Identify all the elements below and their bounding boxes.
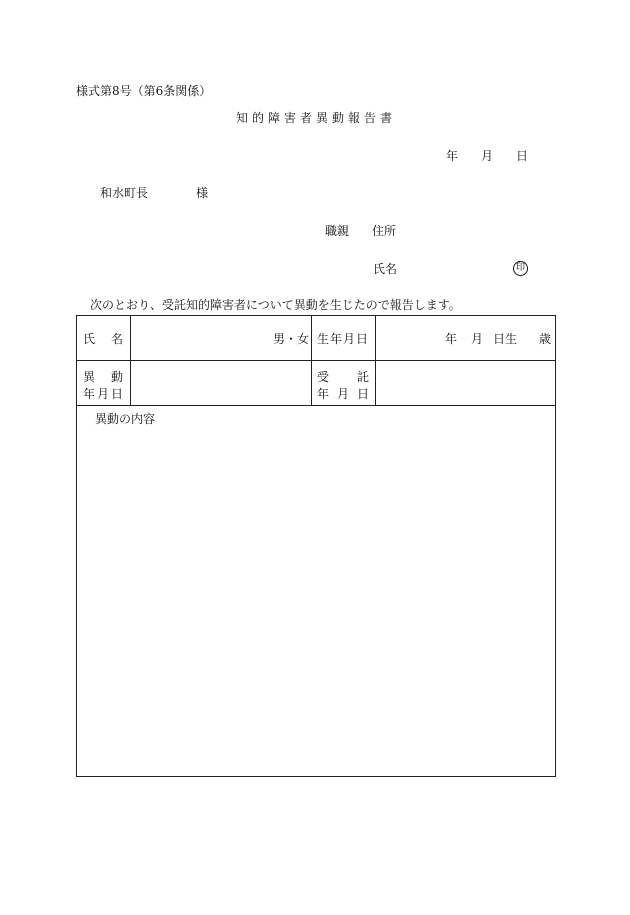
age-label: 歳 [539,332,552,346]
reporter-address-label: 住所 [372,224,397,238]
date-month-label: 月 [481,149,494,163]
entrust-label-char: 受 [317,370,330,384]
reporter-name-label: 氏名 [373,262,398,276]
change-label-char: 動 [110,370,123,384]
name-label [83,333,123,345]
addressee-name: 和水町長 [100,186,149,200]
document-title: 知的障害者異動報告書 [236,111,397,125]
table-row-divider [77,360,555,361]
form-number: 様式第8号（第6条関係） [76,84,212,98]
gender-options: 男・女 [273,332,310,346]
birth-day-label: 日生 [493,332,518,346]
birth-year-label: 年 [445,332,458,346]
entrust-date-label [317,369,369,403]
change-label-char: 異 [83,370,96,384]
birth-date-label: 生年月日 [317,332,370,346]
change-label-date: 年月日 [83,387,126,401]
name-label-char: 氏 [83,332,96,346]
entrust-label-char: 日 [356,387,369,401]
date-day-label: 日 [516,149,529,163]
report-form-table [76,315,556,777]
table-column-divider [375,316,376,405]
table-column-divider [311,316,312,405]
table-column-divider [130,316,131,405]
table-row-divider [77,405,555,406]
entrust-label-char: 月 [336,387,349,401]
change-date-label [83,369,126,403]
seal-mark-icon: 印 [513,261,528,276]
name-label-char: 名 [110,332,123,346]
addressee-honorific: 様 [196,186,209,200]
entrust-label-char: 年 [317,387,330,401]
birth-month-label: 月 [471,332,484,346]
reporter-role: 職親 [325,224,350,238]
change-content-label: 異動の内容 [95,412,156,426]
date-year-label: 年 [446,149,459,163]
intro-text: 次のとおり、受託知的障害者について異動を生じたので報告します。 [90,298,461,312]
entrust-label-char: 託 [356,370,369,384]
